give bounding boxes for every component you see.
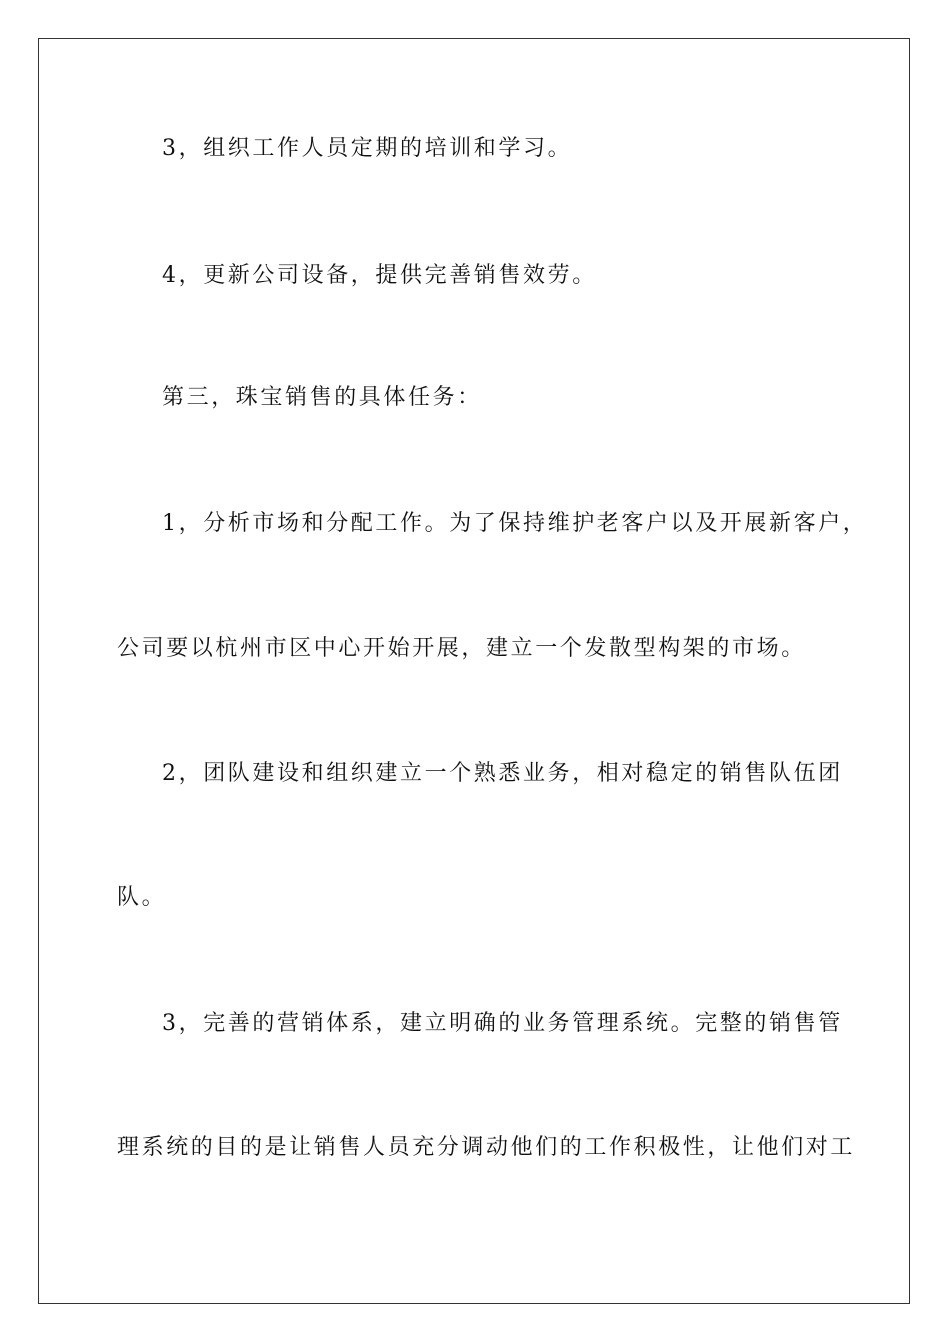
paragraph-line: 3，组织工作人员定期的培训和学习。: [162, 136, 573, 161]
paragraph-line: 1，分析市场和分配工作。为了保持维护老客户以及开展新客户，: [162, 511, 868, 536]
paragraph-line: 队。: [117, 885, 167, 910]
section-heading: 第三，珠宝销售的具体任务：: [162, 385, 482, 410]
page-border: [38, 38, 910, 1304]
paragraph-line: 3，完善的营销体系，建立明确的业务管理系统。完整的销售管: [162, 1011, 843, 1036]
paragraph-line: 理系统的目的是让销售人员充分调动他们的工作积极性，让他们对工: [117, 1135, 856, 1160]
paragraph-line: 4，更新公司设备，提供完善销售效劳。: [162, 263, 597, 288]
paragraph-line: 公司要以杭州市区中心开始开展，建立一个发散型构架的市场。: [117, 636, 806, 661]
paragraph-line: 2，团队建设和组织建立一个熟悉业务，相对稳定的销售队伍团: [162, 761, 843, 786]
